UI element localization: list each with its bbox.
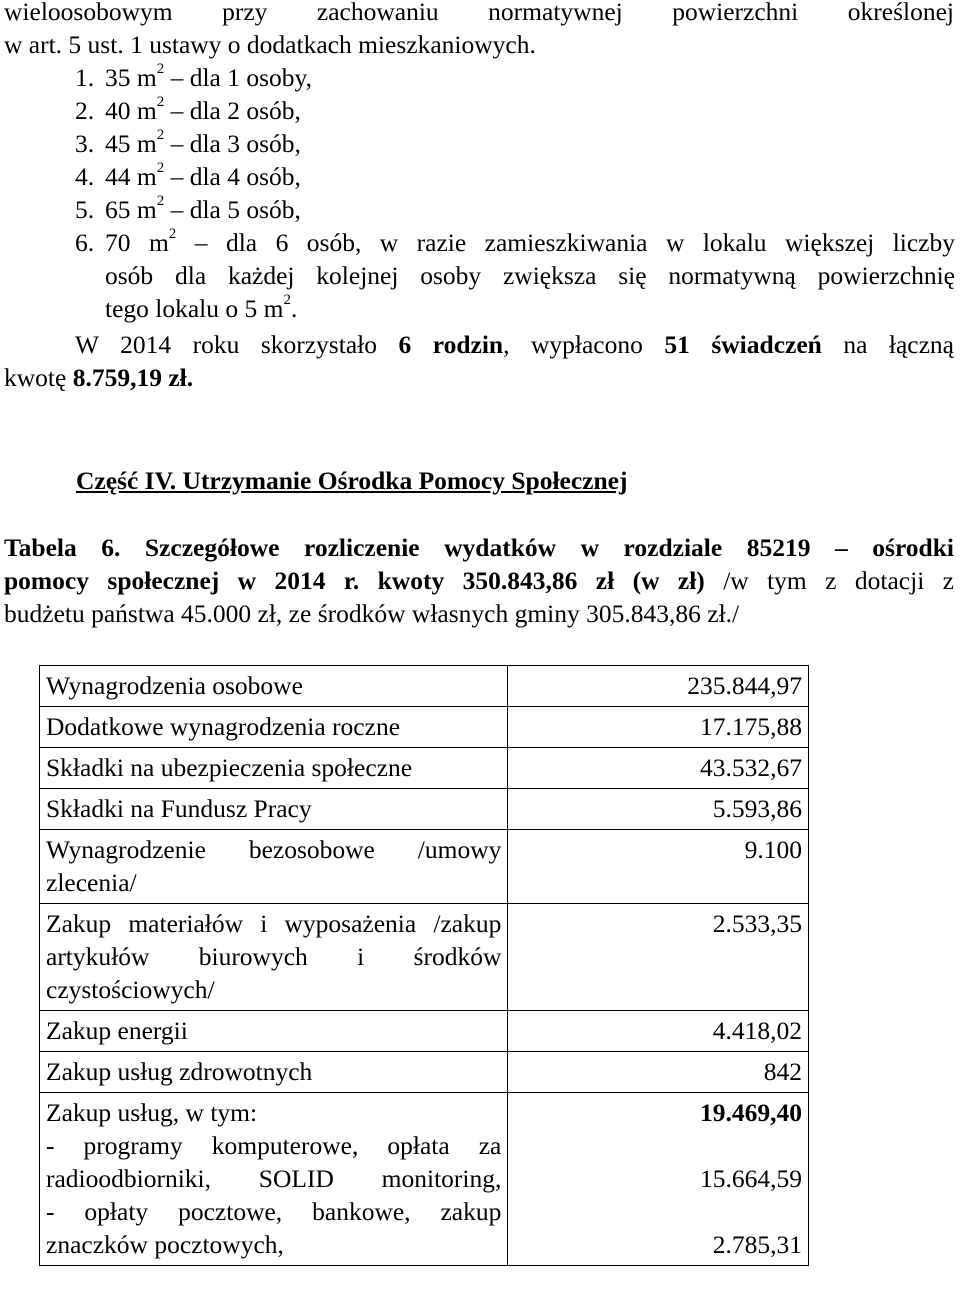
- row-label: Składki na ubezpieczenia społeczne: [40, 748, 508, 789]
- list-item: 6. 70 $m^2$ – dla 6 osób, w razie zamieszkiwania w lokalu większej liczby osób dla każdej kolejnej osoby zwiększa się normatywną powierzchnię tego lokalu o 5 $m^2$.: [75, 225, 955, 323]
- table-row: [40, 904, 809, 1011]
- intro-line-2: w art. 5 ust. 1 ustawy o dodatkach mieszkaniowych.: [4, 30, 536, 59]
- row-label: Zakup energii: [40, 1011, 508, 1052]
- row-label: Wynagrodzenie bezosobowe /umowy zlecenia/: [40, 830, 508, 904]
- table-row: [40, 1052, 809, 1093]
- summary-paragraph: W 2014 roku skorzystało 6 rodzin, wypłacono 51 świadczeń na łączną kwotę 8.759,19 zł.: [4, 330, 954, 392]
- table-row: [40, 748, 809, 789]
- row-amount: 235.844,97: [508, 666, 809, 707]
- list-item: 5. 65 $m^2$ – dla 5 osób,: [75, 192, 301, 224]
- list-item: 3. 45 $m^2$ – dla 3 osób,: [75, 126, 301, 158]
- section-heading: Część IV. Utrzymanie Ośrodka Pomocy Społecznej: [76, 466, 628, 495]
- list-item: 4. 44 $m^2$ – dla 4 osób,: [75, 159, 301, 191]
- norms-list: [75, 61, 955, 325]
- table-row: [40, 830, 809, 904]
- intro-line-1: wieloosobowym przy zachowaniu normatywnej powierzchni określonej: [4, 0, 954, 26]
- row-amount: 2.533,35: [508, 904, 809, 1011]
- row-label: Zakup usług, w tym: - programy komputerowe, opłata za radioodbiorniki, SOLID monitoring, - opłaty pocztowe, bankowe, zakup znaczków pocztowych,: [40, 1093, 508, 1266]
- table-row: [40, 1093, 809, 1266]
- row-amount: 842: [508, 1052, 809, 1093]
- row-amount: 17.175,88: [508, 707, 809, 748]
- row-label: Zakup materiałów i wyposażenia /zakup artykułów biurowych i środków czystościowych/: [40, 904, 508, 1011]
- table-caption: Tabela 6. Szczegółowe rozliczenie wydatków w rozdziale 85219 – ośrodki pomocy społecznej w 2014 r. kwoty 350.843,86 zł (w zł) /w tym z dotacji z budżetu państwa 45.000 zł, ze środków własnych gminy 305.843,86 zł./: [4, 533, 954, 628]
- list-item: 2. 40 $m^2$ – dla 2 osób,: [75, 93, 301, 125]
- row-label: Dodatkowe wynagrodzenia roczne: [40, 707, 508, 748]
- row-label: Zakup usług zdrowotnych: [40, 1052, 508, 1093]
- row-label: Wynagrodzenia osobowe: [40, 666, 508, 707]
- table-row: [40, 707, 809, 748]
- row-label: Składki na Fundusz Pracy: [40, 789, 508, 830]
- row-amount: 9.100: [508, 830, 809, 904]
- row-amount: 19.469,40 15.664,59 2.785,31: [508, 1093, 809, 1266]
- table-row: [40, 1011, 809, 1052]
- row-amount: 4.418,02: [508, 1011, 809, 1052]
- row-amount: 5.593,86: [508, 789, 809, 830]
- table-row: [40, 666, 809, 707]
- row-amount: 43.532,67: [508, 748, 809, 789]
- list-item: 1. 35 $m^2$ – dla 1 osoby,: [75, 60, 313, 92]
- expenses-table: [39, 665, 809, 1266]
- table-row: [40, 789, 809, 830]
